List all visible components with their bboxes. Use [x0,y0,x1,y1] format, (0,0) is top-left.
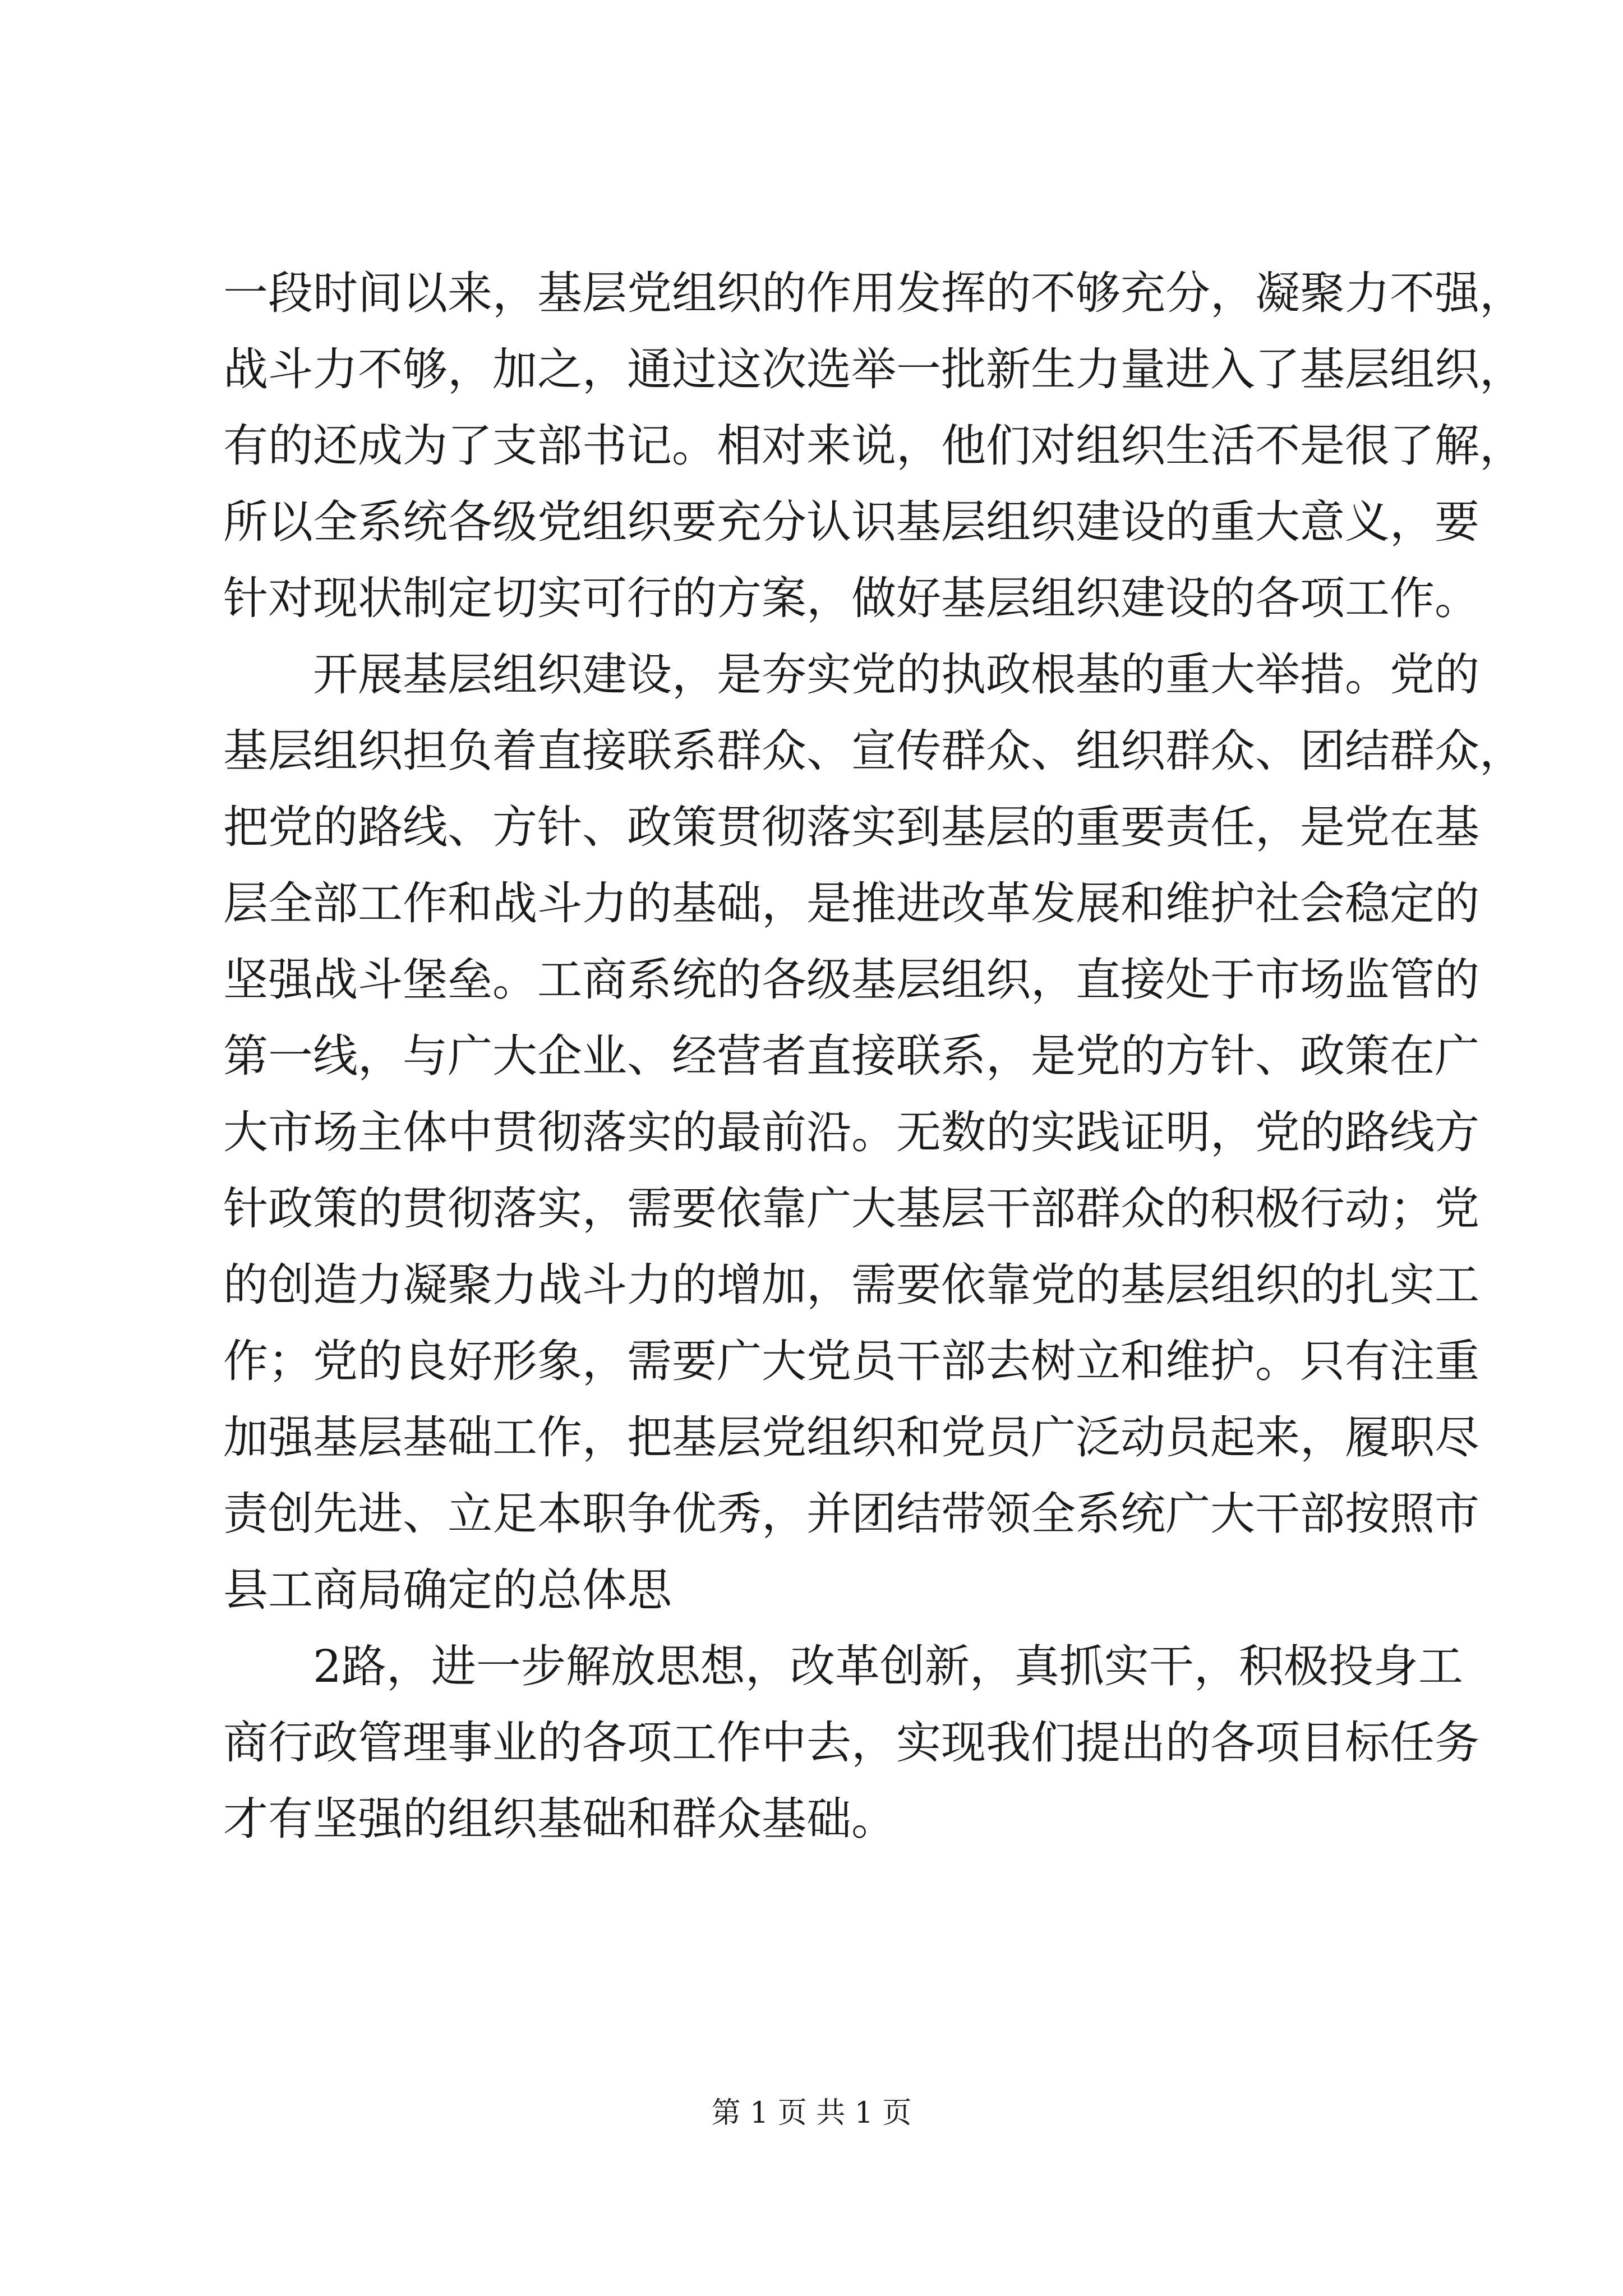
paragraph-end-line: 才有坚强的组织基础和群众基础。 [223,1793,896,1845]
text-line: 责创先进、立足本职争优秀，并团结带领全系统广大干部按照市 [223,1488,1479,1540]
text-line: 大市场主体中贯彻落实的最前沿。无数的实践证明，党的路线方 [223,1106,1479,1158]
text-line: 第一线，与广大企业、经营者直接联系，是党的方针、政策在广 [223,1030,1479,1082]
text-line: 加强基层基础工作，把基层党组织和党员广泛动员起来，履职尽 [223,1411,1479,1464]
text-line: 针政策的贯彻落实，需要依靠广大基层干部群众的积极行动；党 [223,1182,1479,1235]
text-line: 坚强战斗堡垒。工商系统的各级基层组织，直接处于市场监管的 [223,954,1479,1006]
text-line: 商行政管理事业的各项工作中去，实现我们提出的各项目标任务 [223,1717,1479,1769]
document-body [223,255,1524,1857]
text-line: 针对现状制定切实可行的方案，做好基层组织建设的各项工作。 [223,572,1479,624]
text-line: 一段时间以来，基层党组织的作用发挥的不够充分，凝聚力不强， [223,267,1524,319]
paragraph-start-line: 2路，进一步解放思想，改革创新，真抓实干，积极投身工 [313,1640,1463,1692]
text-line: 所以全系统各级党组织要充分认识基层组织建设的重大意义，要 [223,496,1479,548]
text-line: 把党的路线、方针、政策贯彻落实到基层的重要责任，是党在基 [223,801,1479,853]
text-line: 基层组织担负着直接联系群众、宣传群众、组织群众、团结群众， [223,725,1524,777]
paragraph-start-line: 开展基层组织建设，是夯实党的执政根基的重大举措。党的 [313,648,1479,701]
text-line: 层全部工作和战斗力的基础，是推进改革发展和维护社会稳定的 [223,877,1479,930]
page-number-footer: 第 1 页 共 1 页 [711,2096,912,2130]
text-line: 战斗力不够，加之，通过这次选举一批新生力量进入了基层组织， [223,343,1524,395]
paragraph-end-line: 县工商局确定的总体思 [223,1564,672,1616]
text-line: 作；党的良好形象，需要广大党员干部去树立和维护。只有注重 [223,1335,1479,1387]
text-line: 的创造力凝聚力战斗力的增加，需要依靠党的基层组织的扎实工 [223,1259,1479,1311]
text-line: 有的还成为了支部书记。相对来说，他们对组织生活不是很了解， [223,420,1524,472]
